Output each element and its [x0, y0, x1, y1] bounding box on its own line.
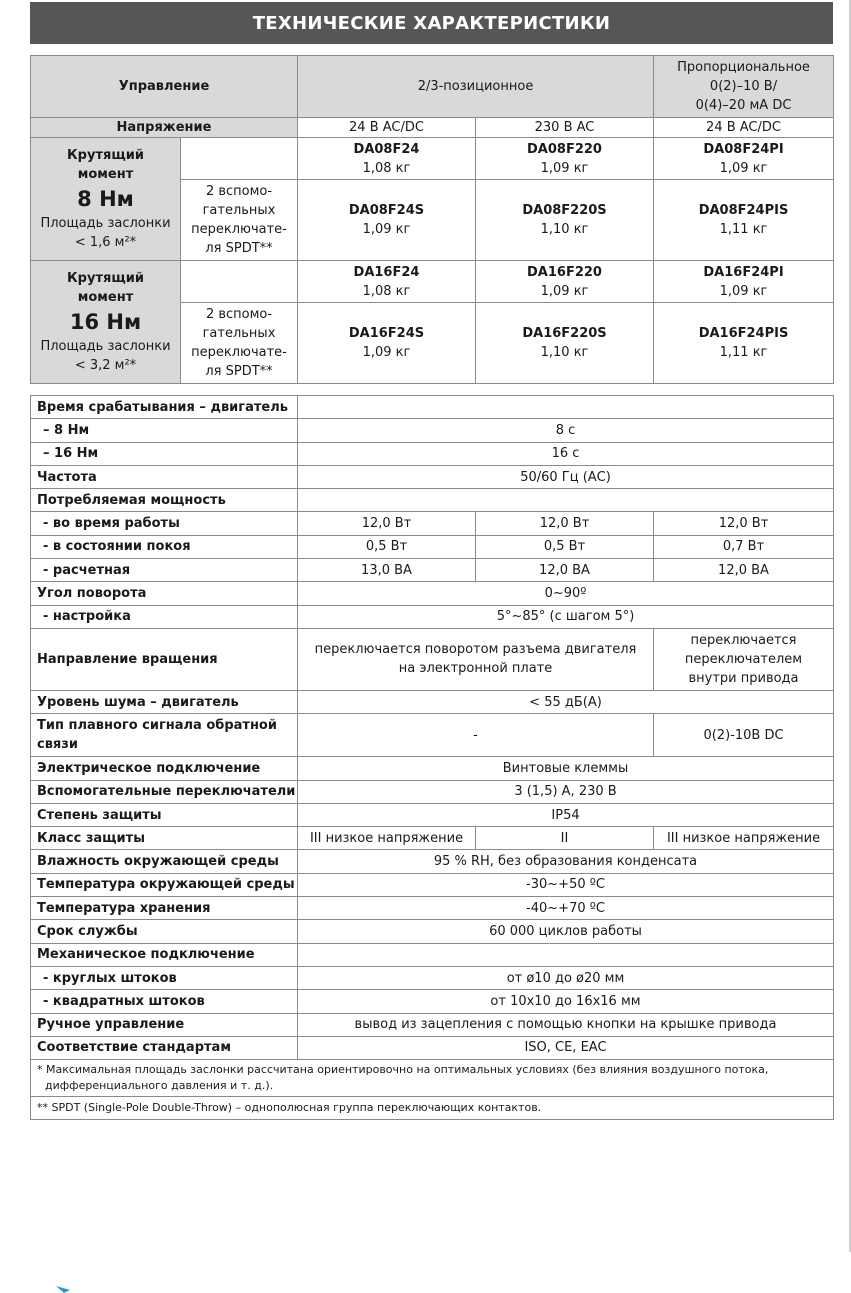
aux-empty — [181, 261, 298, 303]
spec-value: 12,0 ВА — [476, 559, 654, 582]
spec-label: Вспомогательные переключатели — [31, 780, 298, 803]
model-cell: DA08F24 1,08 кг — [298, 138, 476, 180]
model-cell: DA16F220 1,09 кг — [476, 261, 654, 303]
spec-label: Потребляемая мощность — [31, 489, 298, 512]
spec-value: переключается переключателем внутри привода — [654, 628, 834, 690]
spec-label: Направление вращения — [31, 628, 298, 690]
spec-value: IP54 — [298, 803, 834, 826]
spec-value: 60 000 циклов работы — [298, 920, 834, 943]
spec-value: -30~+50 ºС — [298, 873, 834, 896]
spec-value: -40~+70 ºС — [298, 897, 834, 920]
spec-label: Механическое подключение — [31, 943, 298, 966]
aux-cell: 2 вспомо- гательных переключате- ля SPDT** — [181, 180, 298, 261]
spec-label: - настройка — [31, 605, 298, 628]
model-cell: DA16F24S 1,09 кг — [298, 303, 476, 384]
spec-label: Срок службы — [31, 920, 298, 943]
voltage-cell: 230 В AC — [476, 118, 654, 138]
specs-table — [30, 395, 834, 1120]
model-cell: DA16F24PI 1,09 кг — [654, 261, 834, 303]
aux-empty — [181, 138, 298, 180]
torque-cell-16: Крутящий момент 16 Нм Площадь заслонки < 3,2 м²* — [31, 261, 181, 384]
spec-value: 0~90º — [298, 582, 834, 605]
spec-label: – 8 Нм — [31, 419, 298, 442]
spec-value: 5°~85° (с шагом 5°) — [298, 605, 834, 628]
spec-value: < 55 дБ(А) — [298, 690, 834, 713]
spec-value: 16 с — [298, 442, 834, 465]
spec-label: Уровень шума – двигатель — [31, 690, 298, 713]
model-cell: DA08F24S 1,09 кг — [298, 180, 476, 261]
voltage-cell: 24 В AC/DC — [298, 118, 476, 138]
spec-label: Соответствие стандартам — [31, 1036, 298, 1059]
spec-value: 50/60 Гц (АС) — [298, 465, 834, 488]
control-prop: Пропорциональное 0(2)–10 В/ 0(4)–20 мА DC — [654, 56, 834, 118]
spec-value: 95 % RH, без образования конденсата — [298, 850, 834, 873]
torque-cell-8: Крутящий момент 8 Нм Площадь заслонки < 1,6 м²* — [31, 138, 181, 261]
spec-label: Степень защиты — [31, 803, 298, 826]
spec-label: - расчетная — [31, 559, 298, 582]
spec-label: Влажность окружающей среды — [31, 850, 298, 873]
spec-value: Винтовые клеммы — [298, 757, 834, 780]
aux-cell: 2 вспомо- гательных переключате- ля SPDT** — [181, 303, 298, 384]
spec-value: ISO, CE, EAC — [298, 1036, 834, 1059]
spec-label: Температура окружающей среды — [31, 873, 298, 896]
spec-value: 0,7 Вт — [654, 535, 834, 558]
voltage-cell: 24 В AC/DC — [654, 118, 834, 138]
model-cell: DA08F24PI 1,09 кг — [654, 138, 834, 180]
footnote-spdt: ** SPDT (Single-Pole Double-Throw) – однополюсная группа переключающих контактов. — [31, 1097, 834, 1120]
spec-label: Частота — [31, 465, 298, 488]
spec-label: Электрическое подключение — [31, 757, 298, 780]
spec-label: Класс защиты — [31, 827, 298, 850]
spec-label: Время срабатывания – двигатель — [31, 396, 298, 419]
spec-label: Тип плавного сигнала обратной связи — [31, 714, 298, 757]
voltage-header: Напряжение — [31, 118, 298, 138]
spec-label: Ручное управление — [31, 1013, 298, 1036]
spec-value: 12,0 Вт — [654, 512, 834, 535]
footnote-area: * Максимальная площадь заслонки рассчитана ориентировочно на оптимальных условиях (без влияния воздушного потока, дифференциального давления и т. д.). — [31, 1060, 834, 1097]
control-header: Управление — [31, 56, 298, 118]
spec-value: переключается поворотом разъема двигателя на электронной плате — [298, 628, 654, 690]
spec-value: 0,5 Вт — [298, 535, 476, 558]
spec-value: 3 (1,5) А, 230 В — [298, 780, 834, 803]
spec-value: 0,5 Вт — [476, 535, 654, 558]
spec-value: 0(2)-10В DC — [654, 714, 834, 757]
spec-value: III низкое напряжение — [298, 827, 476, 850]
spec-label: Угол поворота — [31, 582, 298, 605]
spec-label: Температура хранения — [31, 897, 298, 920]
spec-value: 12,0 Вт — [476, 512, 654, 535]
spec-empty — [298, 943, 834, 966]
model-cell: DA08F220 1,09 кг — [476, 138, 654, 180]
brand-logo-icon — [56, 1286, 70, 1293]
spec-value: - — [298, 714, 654, 757]
spec-label: - круглых штоков — [31, 966, 298, 989]
model-cell: DA08F24PIS 1,11 кг — [654, 180, 834, 261]
model-cell: DA16F24 1,08 кг — [298, 261, 476, 303]
spec-label: - в состоянии покоя — [31, 535, 298, 558]
spec-empty — [298, 396, 834, 419]
control-onoff: 2/3-позиционное — [298, 56, 654, 118]
spec-value: 8 с — [298, 419, 834, 442]
spec-label: - квадратных штоков — [31, 990, 298, 1013]
spec-value: от ø10 до ø20 мм — [298, 966, 834, 989]
model-cell: DA16F220S 1,10 кг — [476, 303, 654, 384]
spec-empty — [298, 489, 834, 512]
spec-label: - во время работы — [31, 512, 298, 535]
models-table — [30, 55, 834, 384]
model-cell: DA16F24PIS 1,11 кг — [654, 303, 834, 384]
spec-value: 12,0 ВА — [654, 559, 834, 582]
section-title: ТЕХНИЧЕСКИЕ ХАРАКТЕРИСТИКИ — [30, 2, 833, 44]
spec-label: – 16 Нм — [31, 442, 298, 465]
spec-value: III низкое напряжение — [654, 827, 834, 850]
model-cell: DA08F220S 1,10 кг — [476, 180, 654, 261]
spec-value: 13,0 ВА — [298, 559, 476, 582]
spec-value: вывод из зацепления с помощью кнопки на крышке привода — [298, 1013, 834, 1036]
spec-value: II — [476, 827, 654, 850]
spec-value: 12,0 Вт — [298, 512, 476, 535]
spec-value: от 10x10 до 16x16 мм — [298, 990, 834, 1013]
